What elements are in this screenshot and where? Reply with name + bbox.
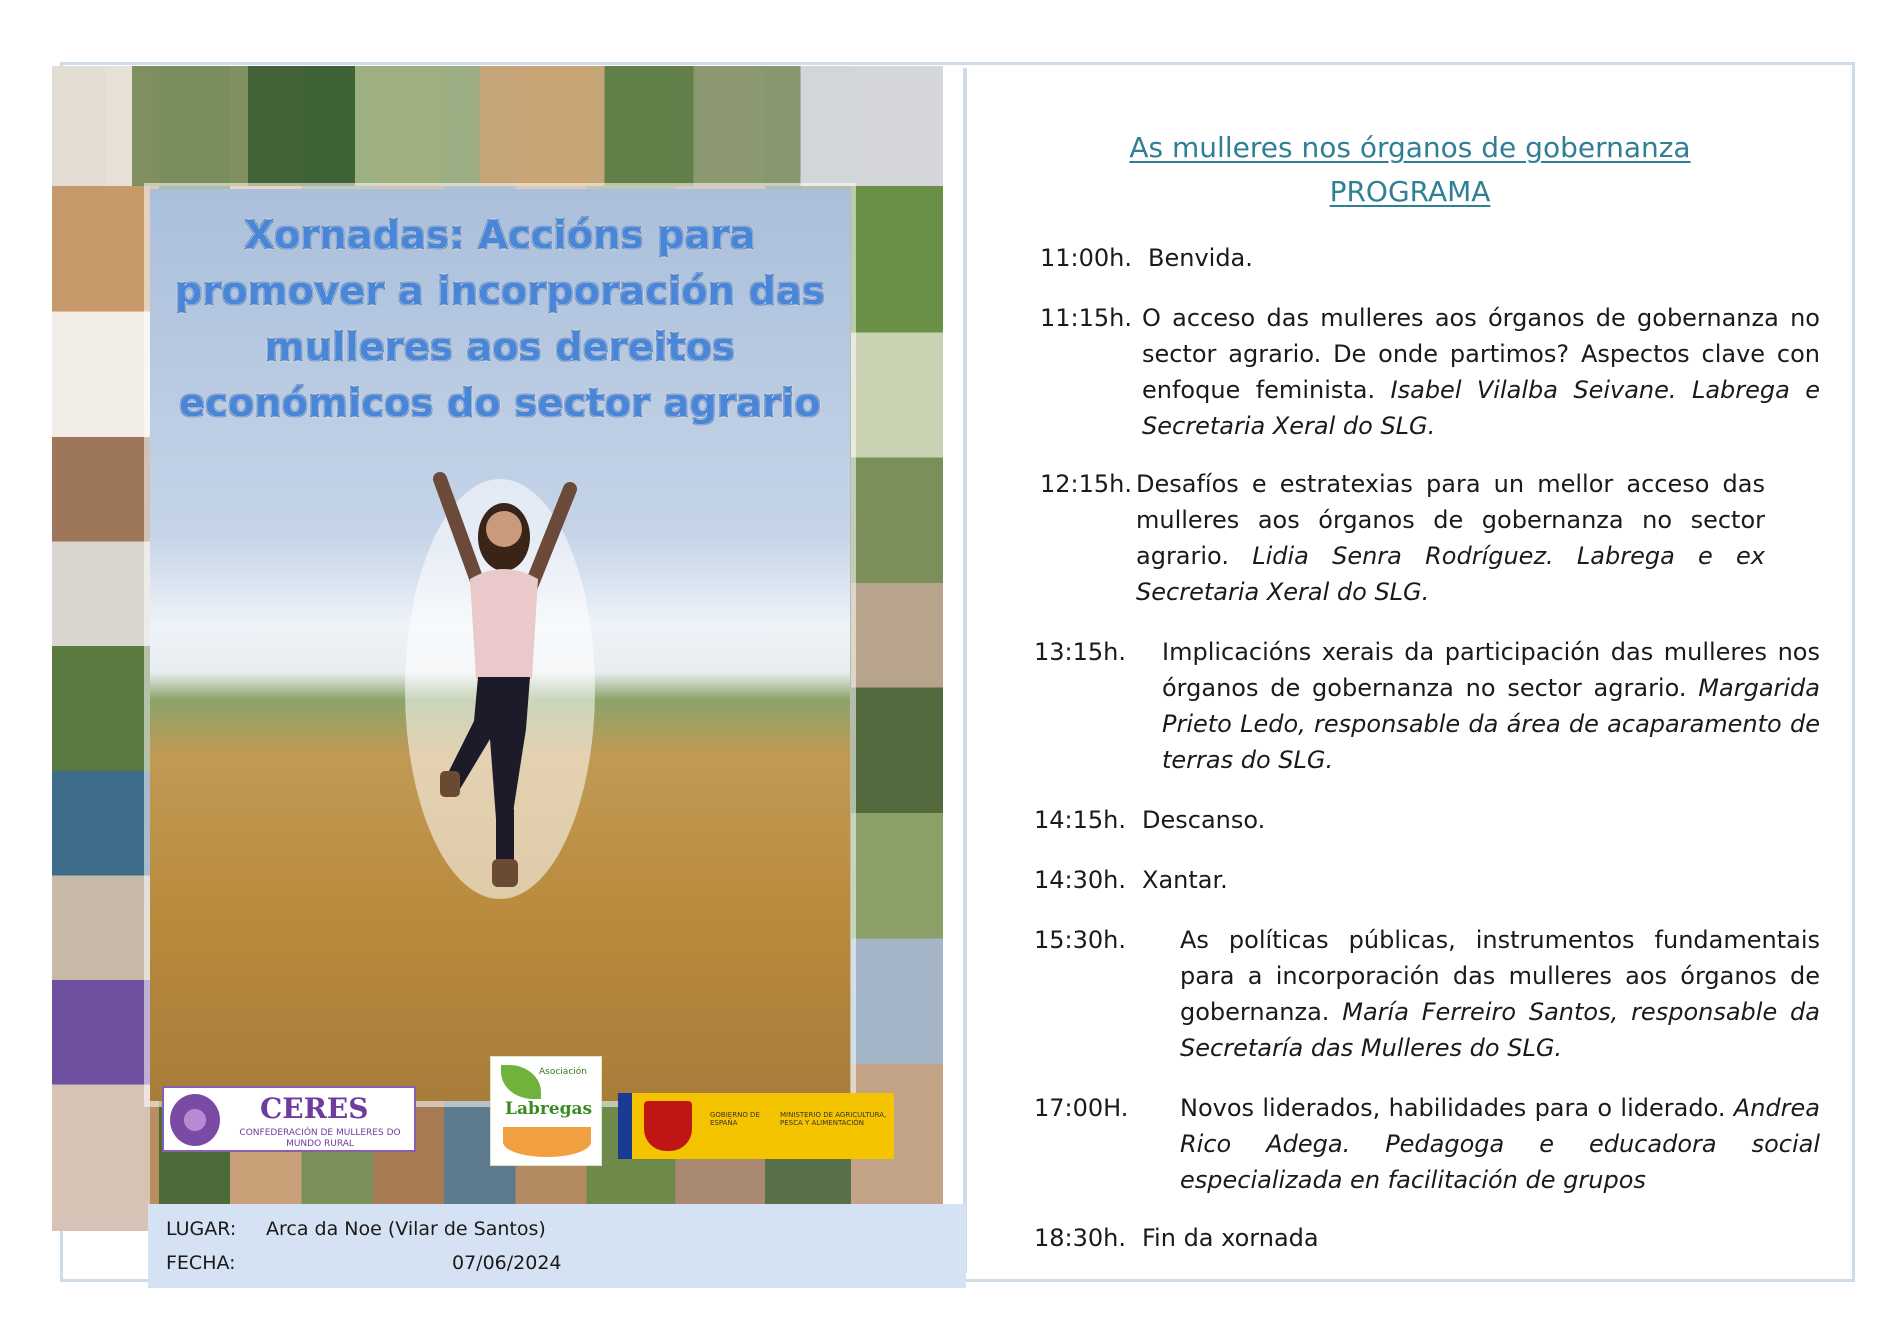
entry-text: O acceso das mulleres aos órganos de gobernanza no sector agrario. De onde partimos? Aspectos clave con enfoque feminista.: [1142, 304, 1820, 404]
entry-text: Xantar.: [1142, 866, 1228, 894]
program-entry: [1040, 300, 1820, 444]
program-entry: [1040, 240, 1820, 276]
date-row: [166, 1252, 562, 1274]
entry-time: 13:15h.: [1034, 638, 1127, 666]
entry-speaker: Isabel Vilalba Seivane. Labrega e Secretaria Xeral do SLG.: [1142, 376, 1820, 440]
program-entry: [1034, 1220, 1814, 1256]
entry-time: 15:30h.: [1034, 926, 1127, 954]
government-logo-text: GOBIERNO DE ESPAÑA: [710, 1111, 760, 1127]
program-entry: [1040, 466, 1765, 610]
entry-text: Benvida.: [1148, 244, 1253, 272]
sprout-icon: [501, 1065, 541, 1099]
location-value: Arca da Noe (Vilar de Santos): [266, 1218, 546, 1240]
event-info-box: [148, 1204, 966, 1288]
event-flyer: [52, 66, 943, 1274]
entry-time: 17:00H.: [1034, 1094, 1129, 1122]
eu-flag-icon: [618, 1093, 632, 1159]
ceres-logo-subtitle: CONFEDERACIÓN DE MULLERES DO MUNDO RURAL: [239, 1128, 401, 1149]
program-entry: [1034, 802, 1814, 838]
labregas-logo-assoc: Asociación: [539, 1067, 587, 1077]
entry-speaker: Lidia Senra Rodríguez. Labrega e ex Secretaria Xeral do SLG.: [1136, 542, 1766, 606]
entry-time: 18:30h.: [1034, 1224, 1127, 1252]
entry-text: Descanso.: [1142, 806, 1266, 834]
ministry-logo-text: MINISTERIO DE AGRICULTURA, PESCA Y ALIMENTACIÓN: [780, 1111, 887, 1127]
entry-time: 14:30h.: [1034, 866, 1127, 894]
program-subject-title: As mulleres nos órganos de gobernanza: [1129, 131, 1691, 164]
entry-time: 11:15h.: [1040, 304, 1133, 332]
entry-time: 11:00h.: [1040, 244, 1133, 272]
poster-panel: [150, 189, 850, 1101]
entry-time: 12:15h.: [1040, 470, 1133, 498]
entry-speaker: María Ferreiro Santos, responsable da Secretaría das Mulleres do SLG.: [1180, 998, 1820, 1062]
program-entry: [1034, 634, 1820, 778]
location-label: LUGAR:: [166, 1218, 237, 1240]
program-entry: [1034, 862, 1814, 898]
location-row: [166, 1218, 546, 1240]
entry-text: Desafíos e estratexias para un mellor acceso das mulleres aos órganos de gobernanza no sector agrario.: [1136, 470, 1765, 570]
entry-text: As políticas públicas, instrumentos fundamentais para a incorporación das mulleres aos órganos de gobernanza.: [1180, 926, 1820, 1026]
photo-collage-right: [851, 186, 943, 1231]
entry-text: Novos liderados, habilidades para o liderado.: [1180, 1094, 1726, 1122]
program-heading: [1000, 126, 1820, 214]
entry-speaker: Margarida Prieto Ledo, responsable da área de acaparamento de terras do SLG.: [1162, 674, 1820, 774]
program-entry: [1034, 922, 1820, 1066]
date-label: FECHA:: [166, 1252, 236, 1274]
photo-collage-top: [52, 66, 943, 186]
entry-text: Fin da xornada: [1142, 1224, 1319, 1252]
government-logo: [618, 1093, 894, 1159]
entry-time: 14:15h.: [1034, 806, 1127, 834]
hand-icon: [503, 1127, 591, 1157]
ceres-emblem-icon: [170, 1094, 220, 1146]
program-entry: [1034, 1090, 1820, 1198]
photo-collage-left: [52, 186, 150, 1231]
column-divider: [963, 68, 967, 1273]
ceres-logo: [162, 1086, 416, 1152]
poster-title: Xornadas: Accións para promover a incorporación das mulleres aos dereitos económicos do sector agrario: [174, 213, 826, 425]
entry-speaker: Andrea Rico Adega. Pedagoga e educadora social especializada en facilitación de grupos: [1180, 1094, 1820, 1194]
labregas-logo: [490, 1056, 602, 1166]
jumping-woman-illustration: [400, 459, 600, 929]
coat-of-arms-icon: [644, 1101, 692, 1151]
program-label: PROGRAMA: [1329, 175, 1491, 208]
entry-text: Implicacións xerais da participación das mulleres nos órganos de gobernanza no sector agrario.: [1162, 638, 1820, 702]
ceres-logo-name: CERES: [260, 1092, 369, 1125]
date-value: 07/06/2024: [452, 1252, 562, 1274]
labregas-logo-name: Labregas: [505, 1099, 593, 1119]
